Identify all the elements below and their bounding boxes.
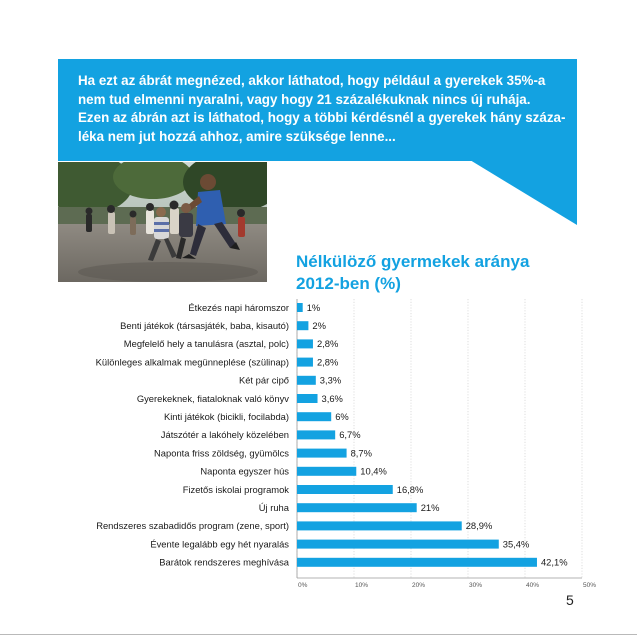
bar xyxy=(297,339,313,348)
value-label: 42,1% xyxy=(540,556,568,568)
category-label: Évente legalább egy hét nyaralás xyxy=(150,538,289,550)
bar xyxy=(297,430,335,439)
bottom-rule xyxy=(0,634,637,635)
callout-line: nem tud elmenni nyaralni, vagy hogy 21 százalékuknak nincs új ruhája. xyxy=(78,91,531,107)
bar xyxy=(297,503,417,512)
category-label: Fizetős iskolai programok xyxy=(182,483,289,495)
value-label: 2,8% xyxy=(316,338,339,350)
bar xyxy=(297,303,303,312)
category-label: Játszótér a lakóhely közelében xyxy=(160,429,289,441)
value-label: 21% xyxy=(420,502,440,513)
value-label: 8,7% xyxy=(350,447,372,459)
chart-title-line: 2012-ben (%) xyxy=(296,274,401,293)
callout-line: Ezen az ábrán azt is láthatod, hogy a többi kérdésnél a gyerekek hány száza- xyxy=(78,110,566,126)
category-label: Gyerekeknek, fiataloknak való könyv xyxy=(136,392,289,404)
bar xyxy=(297,394,318,403)
category-label: Étkezés napi háromszor xyxy=(188,301,289,313)
callout-line: léka nem jut hozzá ahhoz, amire szüksége lenne... xyxy=(78,128,396,144)
x-tick-label: 20% xyxy=(412,582,426,589)
category-label: Naponta friss zöldség, gyümölcs xyxy=(154,447,289,459)
chart-title-line: Nélkülöző gyermekek aránya xyxy=(296,252,530,271)
category-label: Különleges alkalmak megünneplése (szülinap) xyxy=(95,356,289,368)
bar xyxy=(297,540,499,549)
x-tick-label: 0% xyxy=(298,582,308,589)
value-label: 28,9% xyxy=(465,520,493,532)
category-label: Két pár cipő xyxy=(238,374,289,386)
x-tick-label: 10% xyxy=(355,582,369,589)
bar xyxy=(297,358,313,367)
value-label: 6,7% xyxy=(339,429,361,441)
bar xyxy=(297,376,316,385)
x-tick-label: 50% xyxy=(583,582,597,589)
bar xyxy=(297,521,462,530)
callout-line: Ha ezt az ábrát megnézed, akkor láthatod, hogy például a gyerekek 35%-a xyxy=(78,73,546,88)
x-tick-label: 30% xyxy=(469,582,483,589)
bar xyxy=(297,449,347,458)
bar xyxy=(297,321,308,330)
category-label: Barátok rendszeres meghívása xyxy=(159,556,289,568)
value-label: 10,4% xyxy=(360,465,387,477)
category-label: Naponta egyszer hús xyxy=(200,465,289,477)
value-label: 16,8% xyxy=(396,483,424,495)
value-label: 2,8% xyxy=(316,356,339,368)
bar xyxy=(297,412,331,421)
bar xyxy=(297,467,356,476)
value-label: 3,3% xyxy=(319,374,342,386)
category-label: Megfelelő hely a tanulásra (asztal, polc) xyxy=(123,338,289,350)
category-label: Új ruha xyxy=(258,502,289,513)
category-label: Kinti játékok (bicikli, focilabda) xyxy=(163,411,289,422)
x-tick-label: 40% xyxy=(526,582,540,589)
value-label: 6% xyxy=(335,411,349,422)
page-number: 5 xyxy=(566,592,574,608)
value-label: 35,4% xyxy=(502,538,530,550)
category-label: Rendszeres szabadidős program (zene, sport) xyxy=(96,520,289,532)
value-label: 2% xyxy=(312,320,326,331)
bar xyxy=(297,558,537,567)
category-label: Benti játékok (társasjáték, baba, kisautó) xyxy=(120,320,289,331)
value-label: 3,6% xyxy=(321,392,343,404)
value-label: 1% xyxy=(306,301,321,313)
bar xyxy=(297,485,393,494)
